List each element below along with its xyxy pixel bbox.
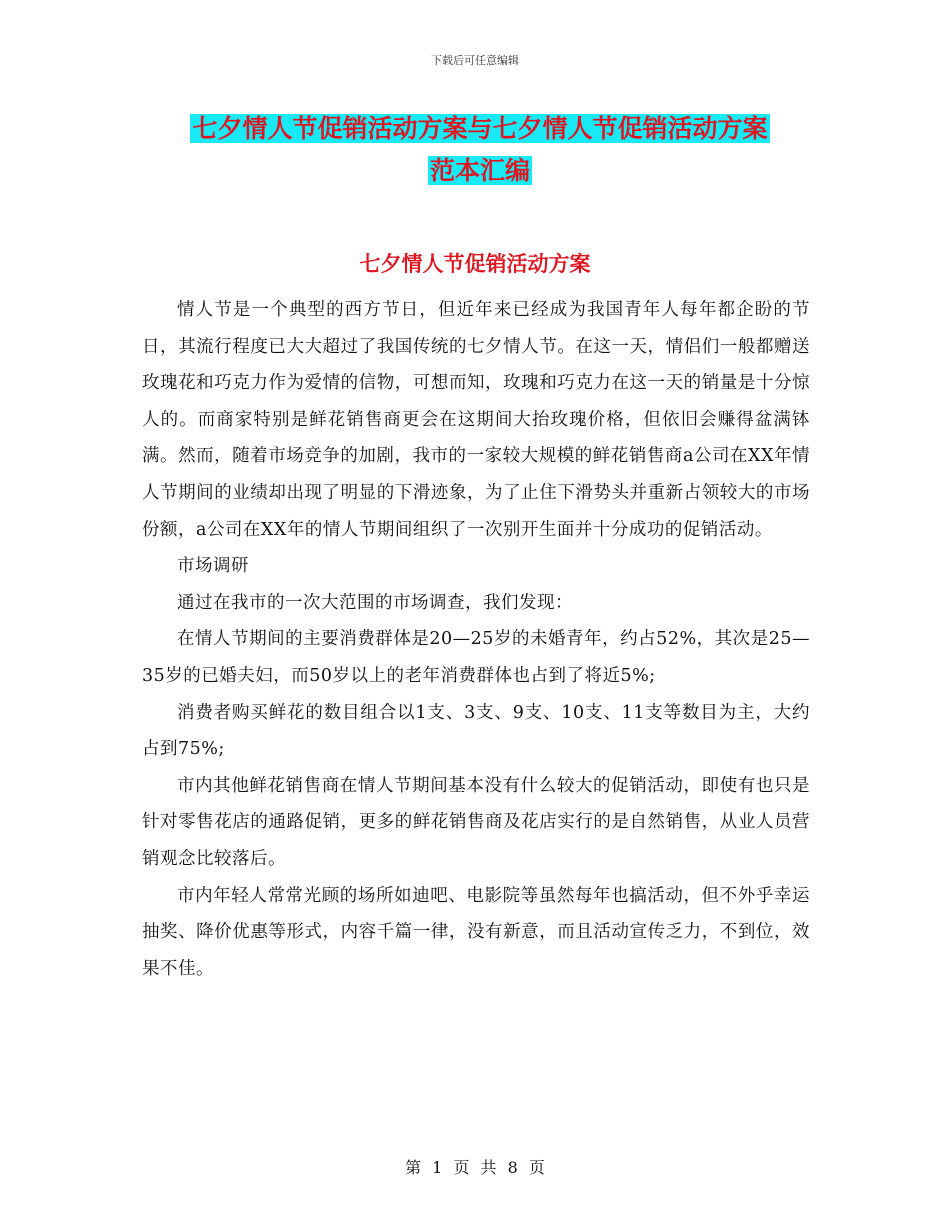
paragraph-consumer-group: 在情人节期间的主要消费群体是20—25岁的未婚青年，约占52%，其次是25—35岁的已婚夫妇，而50岁以上的老年消费群体也占到了将近5%; [142, 629, 810, 686]
section-title: 七夕情人节促销活动方案 [359, 252, 591, 276]
page-footer: 第 1 页 共 8 页 [405, 1158, 545, 1177]
paragraph-purchase-quantity: 消费者购买鲜花的数目组合以1支、3支、9支、10支、11支等数目为主，大约占到75%; [142, 702, 810, 760]
document-body [142, 292, 810, 987]
document-title-line-1: 七夕情人节促销活动方案与七夕情人节促销活动方案 [192, 114, 768, 143]
document-title-line-2: 范本汇编 [429, 156, 530, 185]
paragraph-market-research-heading: 市场调研 [177, 556, 249, 577]
paragraph-competitors: 市内其他鲜花销售商在情人节期间基本没有什么较大的促销活动，即使有也只是针对零售花店的通路促销，更多的鲜花销售商及花店实行的是自然销售，从业人员营销观念比较落后。 [142, 775, 810, 869]
document-title [140, 108, 820, 192]
paragraph-survey: 通过在我市的一次大范围的市场调查，我们发现： [177, 592, 573, 613]
header-note: 下载后可任意编辑 [431, 54, 519, 67]
paragraph-youth-venues: 市内年轻人常常光顾的场所如迪吧、电影院等虽然每年也搞活动，但不外乎幸运抽奖、降价优惠等形式，内容千篇一律，没有新意，而且活动宣传乏力，不到位，效果不佳。 [142, 885, 810, 979]
paragraph-intro: 情人节是一个典型的西方节日，但近年来已经成为我国青年人每年都企盼的节日，其流行程度已大大超过了我国传统的七夕情人节。在这一天，情侣们一般都赠送玫瑰花和巧克力作为爱情的信物，可想而知，玫瑰和巧克力在这一天的销量是十分惊人的。而商家特别是鲜花销售商更会在这期间大抬玫瑰价格，但依旧会赚得盆满钵满。然而，随着市场竞争的加剧，我市的一家较大规模的鲜花销售商a公司在XX年情人节期间的业绩却出现了明显的下滑迹象，为了止住下滑势头并重新占领较大的市场份额，a公司在XX年的情人节期间组织了一次别开生面并十分成功的促销活动。 [142, 300, 810, 540]
